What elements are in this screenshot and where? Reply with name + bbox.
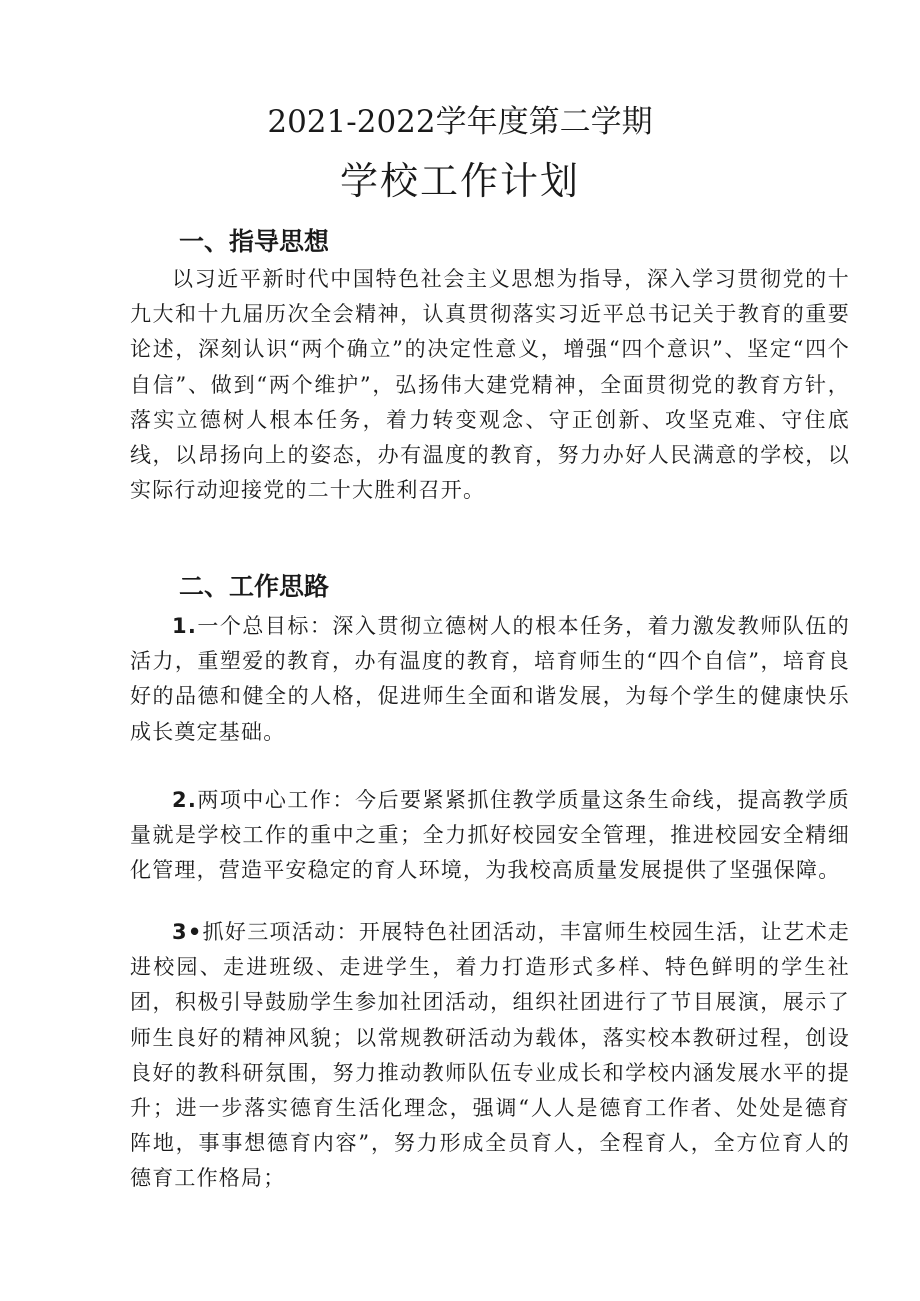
work-item-1-body: 深入贯彻立德树人的根本任务，着力激发教师队伍的活力，重塑爱的教育，办有温度的教育，培育师生的“四个自信”，培育良好的品德和健全的人格，促进师生全面和谐发展，为每个学生的健康快乐成长奠定基础。 xyxy=(130,614,850,744)
work-item-2-separator: . xyxy=(187,788,197,812)
section-heading-guiding-ideology: 一、指导思想 xyxy=(179,227,330,256)
work-item-3-number: 3 xyxy=(172,920,188,944)
work-item-1-title: 一个总目标： xyxy=(197,614,333,638)
work-item-1 xyxy=(130,609,850,750)
work-item-2 xyxy=(130,783,850,889)
work-item-1-number: 1 xyxy=(172,614,188,638)
work-item-2-number: 2 xyxy=(172,788,188,812)
work-item-3 xyxy=(130,915,850,1197)
work-item-1-separator: . xyxy=(187,614,197,638)
work-item-2-body: 今后要紧紧抓住教学质量这条生命线，提高教学质量就是学校工作的重中之重；全力抓好校园安全管理，推进校园安全精细化管理，营造平安稳定的育人环境，为我校高质量发展提供了坚强保障。 xyxy=(130,788,850,883)
work-item-3-separator: • xyxy=(187,920,203,944)
guiding-ideology-paragraph: 以习近平新时代中国特色社会主义思想为指导，深入学习贯彻党的十九大和十九届历次全会精神，认真贯彻落实习近平总书记关于教育的重要论述，深刻认识“两个确立”的决定性意义，增强“四个意识”、坚定“四个自信”、做到“两个维护”，弘扬伟大建党精神，全面贯彻党的教育方针，落实立德树人根本任务，着力转变观念、守正创新、攻坚克难、守住底线，以昂扬向上的姿态，办有温度的教育，努力办好人民满意的学校，以实际行动迎接党的二十大胜利召开。 xyxy=(130,267,850,503)
work-item-2-title: 两项中心工作： xyxy=(197,788,355,812)
work-item-3-title: 抓好三项活动： xyxy=(202,920,359,944)
section-heading-work-ideas: 二、工作思路 xyxy=(179,572,330,601)
document-title-line-2: 学校工作计划 xyxy=(339,159,580,203)
document-title-line-1: 2021-2022学年度第二学期 xyxy=(267,104,653,140)
work-item-3-body: 开展特色社团活动，丰富师生校园生活，让艺术走进校园、走进班级、走进学生，着力打造形式多样、特色鲜明的学生社团，积极引导鼓励学生参加社团活动，组织社团进行了节目展演，展示了师生良好的精神风貌；以常规教研活动为载体，落实校本教研过程，创设良好的教科研氛围，努力推动教师队伍专业成长和学校内涵发展水平的提升；进一步落实德育生活化理念，强调“人人是德育工作者、处处是德育阵地，事事想德育内容”，努力形成全员育人，全程育人，全方位育人的德育工作格局； xyxy=(130,920,850,1191)
